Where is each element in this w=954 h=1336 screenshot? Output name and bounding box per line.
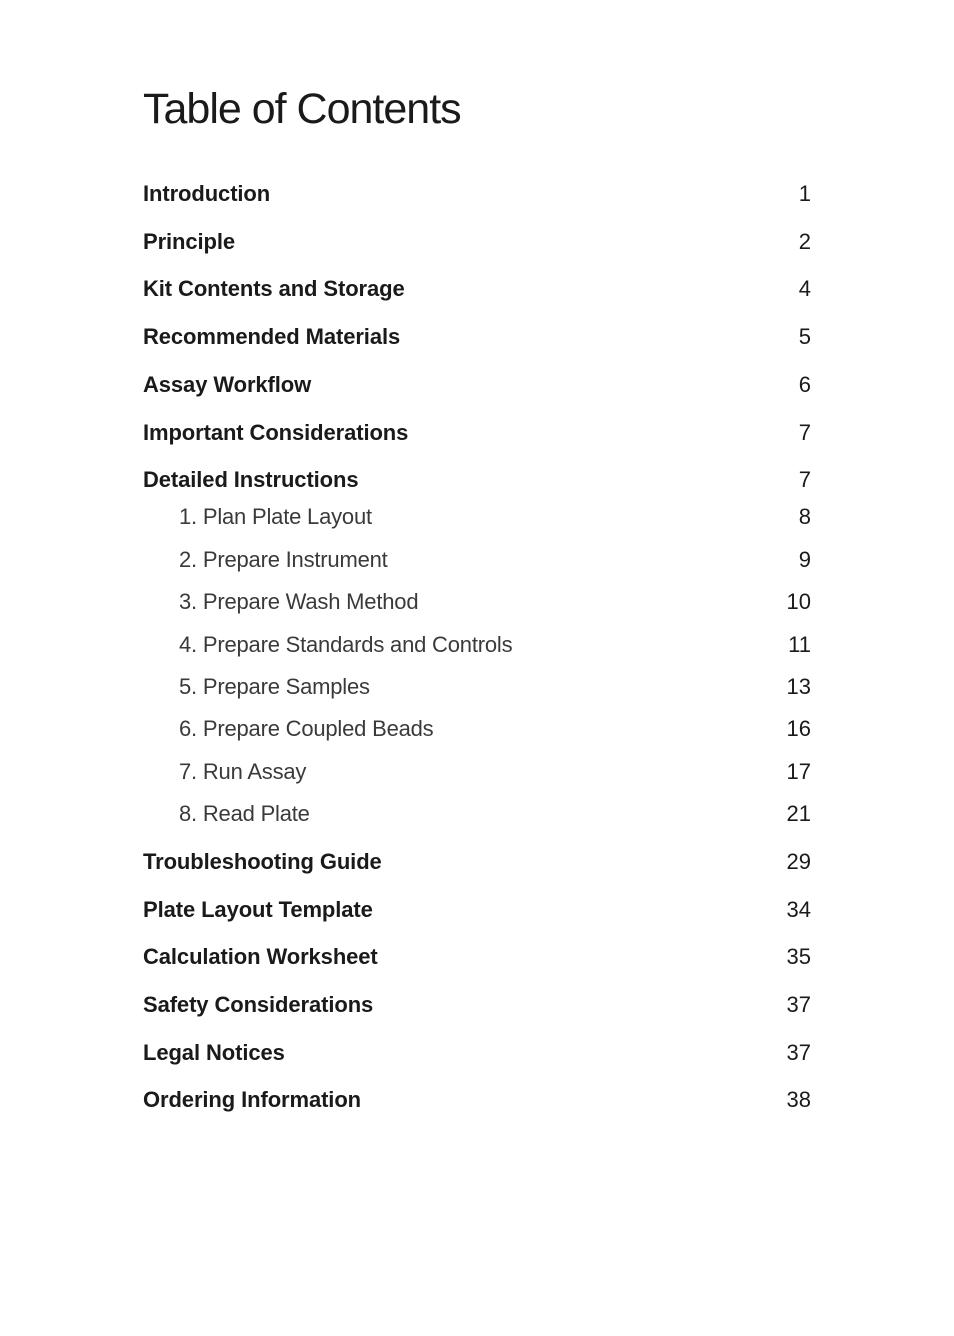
toc-subentry-prepare-instrument[interactable] xyxy=(143,545,811,575)
toc-entry-page: 21 xyxy=(786,801,811,826)
toc-entry-page: 1 xyxy=(798,181,811,206)
toc-entry-label: Safety Considerations xyxy=(143,992,374,1017)
toc-entry-page: 11 xyxy=(788,632,811,657)
toc-entry-page: 6 xyxy=(798,372,811,397)
toc-entry-page: 10 xyxy=(786,589,811,614)
toc-subentry-prepare-wash-method[interactable] xyxy=(143,587,811,617)
toc-entry-label: Calculation Worksheet xyxy=(143,944,378,969)
toc-entry-label: Plate Layout Template xyxy=(143,897,373,922)
toc-entry-page: 38 xyxy=(786,1087,811,1112)
toc-entry-label: 5. Prepare Samples xyxy=(179,674,370,699)
toc-entry-page: 5 xyxy=(798,324,811,349)
toc-subentry-run-assay[interactable] xyxy=(143,757,811,787)
toc-entry-page: 34 xyxy=(786,897,811,922)
toc-entry-label: 4. Prepare Standards and Controls xyxy=(179,632,513,657)
toc-entry-legal-notices[interactable] xyxy=(143,1038,811,1068)
toc-entry-label: 7. Run Assay xyxy=(179,759,307,784)
toc-entry-principle[interactable] xyxy=(143,227,811,257)
toc-entry-safety-considerations[interactable] xyxy=(143,990,811,1020)
toc-entry-plate-layout-template[interactable] xyxy=(143,895,811,925)
toc-entry-label: 6. Prepare Coupled Beads xyxy=(179,716,434,741)
toc-entry-page: 37 xyxy=(786,992,811,1017)
toc-subentry-prepare-samples[interactable] xyxy=(143,672,811,702)
toc-entry-introduction[interactable] xyxy=(143,179,811,209)
toc-subentry-plan-plate-layout[interactable] xyxy=(143,502,811,532)
toc-entry-label: 8. Read Plate xyxy=(179,801,310,826)
toc-entry-recommended-materials[interactable] xyxy=(143,322,811,352)
toc-entry-calculation-worksheet[interactable] xyxy=(143,942,811,972)
toc-entry-label: Recommended Materials xyxy=(143,324,401,349)
toc-list xyxy=(143,0,811,1336)
toc-entry-page: 7 xyxy=(798,420,811,445)
toc-entry-detailed-instructions[interactable] xyxy=(143,465,811,495)
toc-entry-page: 35 xyxy=(786,944,811,969)
toc-entry-page: 29 xyxy=(786,849,811,874)
toc-entry-label: Important Considerations xyxy=(143,420,409,445)
toc-entry-page: 4 xyxy=(798,276,811,301)
toc-entry-page: 8 xyxy=(798,504,811,529)
toc-entry-page: 16 xyxy=(786,716,811,741)
toc-entry-page: 37 xyxy=(786,1040,811,1065)
toc-entry-page: 13 xyxy=(786,674,811,699)
toc-entry-label: Ordering Information xyxy=(143,1087,362,1112)
toc-entry-label: Troubleshooting Guide xyxy=(143,849,382,874)
toc-entry-page: 7 xyxy=(798,467,811,492)
toc-entry-label: Kit Contents and Storage xyxy=(143,276,405,301)
toc-entry-ordering-information[interactable] xyxy=(143,1085,811,1115)
toc-entry-kit-contents[interactable] xyxy=(143,274,811,304)
toc-entry-page: 17 xyxy=(786,759,811,784)
toc-entry-label: Principle xyxy=(143,229,236,254)
toc-entry-page: 9 xyxy=(798,547,811,572)
toc-entry-label: 1. Plan Plate Layout xyxy=(179,504,372,529)
toc-entry-assay-workflow[interactable] xyxy=(143,370,811,400)
toc-subentry-prepare-standards[interactable] xyxy=(143,630,811,660)
toc-subentry-prepare-coupled-beads[interactable] xyxy=(143,714,811,744)
toc-entry-troubleshooting-guide[interactable] xyxy=(143,847,811,877)
page-title: Table of Contents xyxy=(143,85,461,133)
toc-entry-label: 3. Prepare Wash Method xyxy=(179,589,419,614)
toc-entry-important-considerations[interactable] xyxy=(143,418,811,448)
toc-entry-label: Detailed Instructions xyxy=(143,467,359,492)
toc-entry-label: Assay Workflow xyxy=(143,372,312,397)
toc-subentry-read-plate[interactable] xyxy=(143,799,811,829)
toc-entry-label: Legal Notices xyxy=(143,1040,285,1065)
toc-entry-label: Introduction xyxy=(143,181,271,206)
toc-entry-label: 2. Prepare Instrument xyxy=(179,547,388,572)
toc-entry-page: 2 xyxy=(798,229,811,254)
